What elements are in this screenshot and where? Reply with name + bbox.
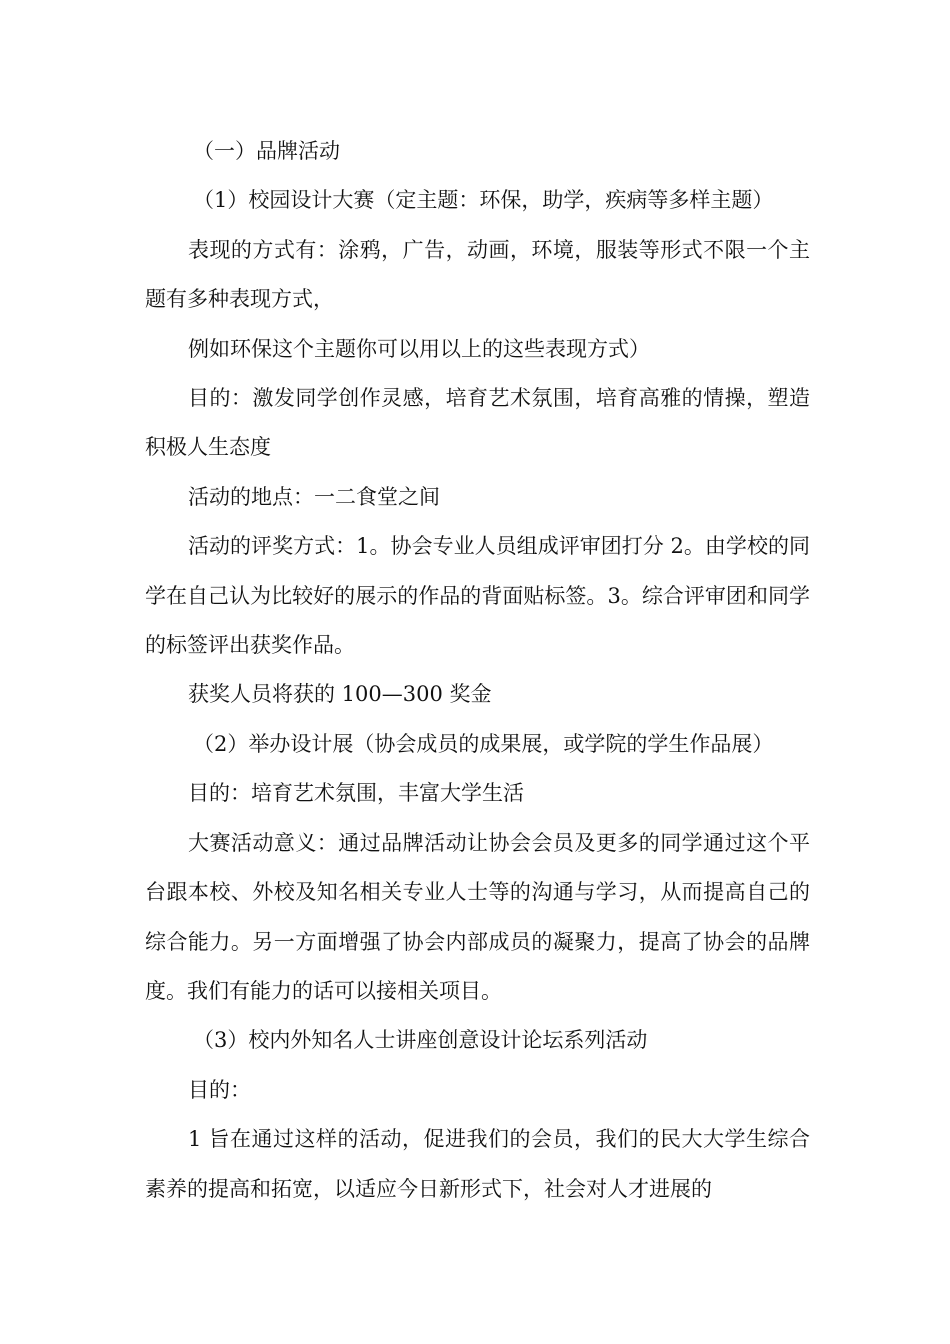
body-paragraph: 获奖人员将获的 100—300 奖金 xyxy=(188,682,492,707)
subsection-heading: （3）校内外知名人士讲座创意设计论坛系列活动 xyxy=(193,1028,648,1053)
body-paragraph: 活动的地点：一二食堂之间 xyxy=(188,484,440,509)
body-paragraph: 表现的方式有：涂鸦，广告，动画，环境，服装等形式不限一个主题有多种表现方式， xyxy=(145,237,810,312)
subsection-heading: （1）校园设计大赛（定主题：环保，助学，疾病等多样主题） xyxy=(193,188,774,213)
subsection-heading: （2）举办设计展（协会成员的成果展，或学院的学生作品展） xyxy=(193,731,774,756)
body-paragraph: 1 旨在通过这样的活动，促进我们的会员，我们的民大大学生综合素养的提高和拓宽，以适应今日新形式下，社会对人才进展的 xyxy=(145,1127,810,1201)
body-paragraph: 目的：激发同学创作灵感，培育艺术氛围，培育高雅的情操，塑造积极人生态度 xyxy=(145,386,810,460)
body-paragraph: 例如环保这个主题你可以用以上的这些表现方式） xyxy=(188,336,650,361)
body-paragraph: 目的： xyxy=(188,1077,251,1102)
document-body xyxy=(145,127,810,1214)
section-heading: （一）品牌活动 xyxy=(193,139,340,163)
body-paragraph: 目的：培育艺术氛围，丰富大学生活 xyxy=(188,781,524,806)
body-paragraph: 活动的评奖方式：1。协会专业人员组成评审团打分 2。由学校的同学在自己认为比较好的展示的作品的背面贴标签。3。综合评审团和同学的标签评出获奖作品。 xyxy=(145,534,810,658)
body-paragraph: 大赛活动意义：通过品牌活动让协会会员及更多的同学通过这个平台跟本校、外校及知名相关专业人士等的沟通与学习，从而提高自己的综合能力。另一方面增强了协会内部成员的凝聚力，提高了协会的品牌度。我们有能力的话可以接相关项目。 xyxy=(145,830,810,1003)
